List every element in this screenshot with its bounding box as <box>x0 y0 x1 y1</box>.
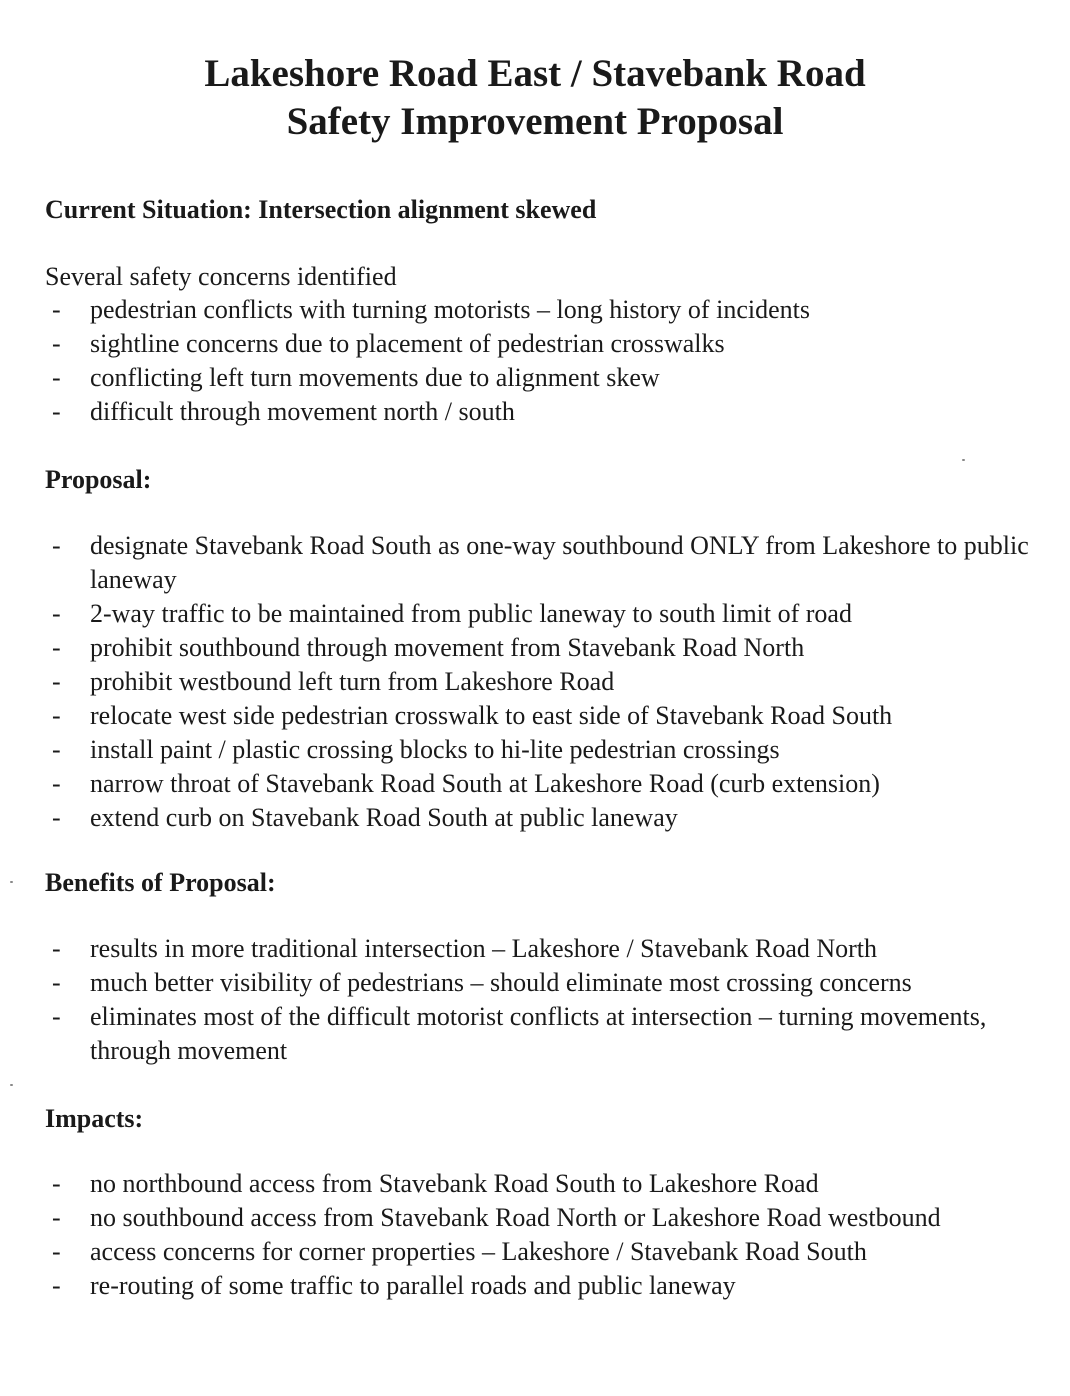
list-item-text: relocate west side pedestrian crosswalk to east side of Stavebank Road South <box>90 701 893 730</box>
bullet-dash: - <box>52 531 61 560</box>
list-item-text: prohibit southbound through movement from Stavebank Road North <box>90 633 805 662</box>
list-item <box>0 293 1060 327</box>
list-item-text: much better visibility of pedestrians – should eliminate most crossing concerns <box>90 968 912 997</box>
list-item-text: sightline concerns due to placement of pedestrian crosswalks <box>90 329 725 358</box>
bullet-dash: - <box>52 667 61 696</box>
benefits-list <box>0 932 1060 1068</box>
list-item-text: eliminates most of the difficult motorist conflicts at intersection – turning movements, through movement <box>90 1002 987 1065</box>
bullet-dash: - <box>52 968 61 997</box>
list-item <box>0 327 1060 361</box>
bullet-dash: - <box>52 295 61 324</box>
scan-speck <box>962 459 965 461</box>
proposal-list <box>0 529 1060 835</box>
scan-speck <box>10 1084 13 1086</box>
bullet-dash: - <box>52 633 61 662</box>
benefits-heading: Benefits of Proposal: <box>45 868 276 897</box>
bullet-dash: - <box>52 735 61 764</box>
list-item-text: narrow throat of Stavebank Road South at Lakeshore Road (curb extension) <box>90 769 880 798</box>
bullet-dash: - <box>52 363 61 392</box>
list-item-text: no southbound access from Stavebank Road North or Lakeshore Road westbound <box>90 1203 941 1232</box>
list-item-text: difficult through movement north / south <box>90 397 515 426</box>
bullet-dash: - <box>52 1271 61 1300</box>
list-item <box>0 1235 1060 1269</box>
bullet-dash: - <box>52 1237 61 1266</box>
proposal-heading: Proposal: <box>45 465 152 494</box>
list-item-text: no northbound access from Stavebank Road South to Lakeshore Road <box>90 1169 819 1198</box>
list-item <box>0 1201 1060 1235</box>
list-item-text: conflicting left turn movements due to alignment skew <box>90 363 660 392</box>
list-item <box>0 597 1060 631</box>
list-item-text: results in more traditional intersection – Lakeshore / Stavebank Road North <box>90 934 878 963</box>
list-item <box>0 361 1060 395</box>
bullet-dash: - <box>52 599 61 628</box>
list-item-text: extend curb on Stavebank Road South at public laneway <box>90 803 678 832</box>
current-situation-list <box>0 293 1060 429</box>
list-item <box>0 767 1060 801</box>
impacts-list <box>0 1167 1060 1303</box>
list-item <box>0 733 1060 767</box>
list-item-text: re-routing of some traffic to parallel roads and public laneway <box>90 1271 736 1300</box>
current-situation-heading: Current Situation: Intersection alignment skewed <box>45 195 597 224</box>
bullet-dash: - <box>52 701 61 730</box>
list-item-text: prohibit westbound left turn from Lakeshore Road <box>90 667 615 696</box>
scan-speck <box>10 881 13 883</box>
list-item-text: access concerns for corner properties – Lakeshore / Stavebank Road South <box>90 1237 867 1266</box>
current-situation-intro: Several safety concerns identified <box>45 262 397 291</box>
list-item-text: install paint / plastic crossing blocks to hi-lite pedestrian crossings <box>90 735 780 764</box>
bullet-dash: - <box>52 1169 61 1198</box>
bullet-dash: - <box>52 934 61 963</box>
bullet-dash: - <box>52 397 61 426</box>
list-item <box>0 529 1060 597</box>
impacts-heading: Impacts: <box>45 1104 144 1133</box>
list-item <box>0 966 1060 1000</box>
list-item <box>0 699 1060 733</box>
list-item <box>0 395 1060 429</box>
list-item <box>0 631 1060 665</box>
list-item <box>0 1000 1060 1068</box>
bullet-dash: - <box>52 769 61 798</box>
bullet-dash: - <box>52 803 61 832</box>
list-item <box>0 1167 1060 1201</box>
list-item-text: pedestrian conflicts with turning motorists – long history of incidents <box>90 295 810 324</box>
document-title-line-2: Safety Improvement Proposal <box>286 100 784 143</box>
bullet-dash: - <box>52 1203 61 1232</box>
list-item <box>0 1269 1060 1303</box>
list-item <box>0 932 1060 966</box>
bullet-dash: - <box>52 1002 61 1031</box>
bullet-dash: - <box>52 329 61 358</box>
list-item <box>0 801 1060 835</box>
list-item-text: designate Stavebank Road South as one-way southbound ONLY from Lakeshore to public laneway <box>90 531 1029 594</box>
document-title-line-1: Lakeshore Road East / Stavebank Road <box>204 52 866 95</box>
list-item <box>0 665 1060 699</box>
list-item-text: 2-way traffic to be maintained from public laneway to south limit of road <box>90 599 852 628</box>
